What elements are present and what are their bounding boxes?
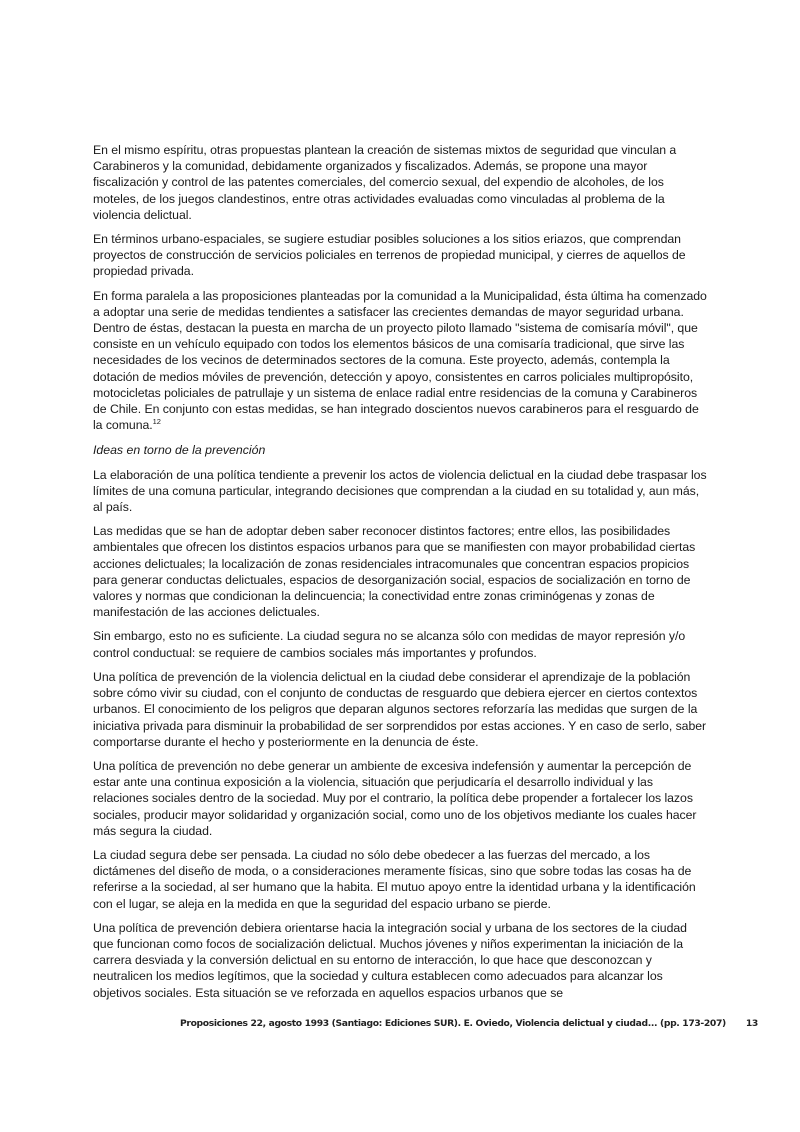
paragraph: Las medidas que se han de adoptar deben saber reconocer distintos factores; entre ellos, las posibilidades ambientales que ofrecen los distintos espacios urbanos para que se manifiesten con mayor probabilidad ciertas acciones delictuales; la localización de zonas residenciales intracomunales que concentran espacios propicios para generar conductas delictuales, espacios de desorganización social, espacios de socialización en torno de valores y normas que condicionan la delincuencia; la conectividad entre zonas criminógenas y zonas de manifestación de las acciones delictuales. [93, 524, 696, 620]
paragraph: La elaboración de una política tendiente a prevenir los actos de violencia delictual en la ciudad debe traspasar los límites de una comuna particular, integrando decisiones que comprendan a la ciudad en su totalidad y, aun más, al país. [93, 467, 707, 515]
footnote-reference: 12 [152, 417, 161, 427]
paragraph: Una política de prevención no debe generar un ambiente de excesiva indefensión y aumentar la percepción de estar ante una continua exposición a la violencia, situación que perjudicaría el desarrollo individual y las relaciones sociales dentro de la sociedad. Muy por el contrario, la política debe propender a fortalecer los lazos sociales, producir mayor solidaridad y organización social, como uno de los objetivos mediante los cuales hacer más segura la ciudad. [93, 758, 697, 838]
footer-citation: Proposiciones 22, agosto 1993 (Santiago: Ediciones SUR). E. Oviedo, Violencia delictual y ciudad... (pp. 173-207) [180, 1018, 726, 1029]
paragraph: Sin embargo, esto no es suficiente. La ciudad segura no se alcanza sólo con medidas de mayor represión y/o control conductual: se requiere de cambios sociales más importantes y profundos. [93, 629, 686, 660]
paragraph: En el mismo espíritu, otras propuestas plantean la creación de sistemas mixtos de seguridad que vinculan a Carabineros y la comunidad, debidamente organizados y fiscalizados. Además, se propone una mayor fiscalización y control de las patentes comerciales, del comercio sexual, del expendio de alcoholes, de los moteles, de los juegos clandestinos, entre otras actividades evaluadas como vinculadas al problema de la violencia delictual. [93, 143, 677, 222]
paragraph: Una política de prevención de la violencia delictual en la ciudad debe considerar el aprendizaje de la población sobre cómo vivir su ciudad, con el conjunto de conductas de resguardo que debiera ejercer en ciertos contextos urbanos. El conocimiento de los peligros que deparan algunos sectores reforzaría las medidas que surgen de la iniciativa privada para disminuir la probabilidad de ser sorprendidos por estas acciones. Y en caso de serlo, saber comportarse durante el hecho y posteriormente en la denuncia de éste. [93, 669, 707, 749]
page-number: 13 [745, 1018, 758, 1029]
paragraph-text: En forma paralela a las proposiciones planteadas por la comunidad a la Municipalidad, ésta última ha comenzado a adoptar una serie de medidas tendientes a satisfacer las crecientes demandas de mayor seguridad urbana. Dentro de éstas, destacan la puesta en marcha de un proyecto piloto llamado "sistema de comisaría móvil", que consiste en un vehículo equipado con todos los elementos básicos de una comisaría tradicional, que sirve las necesidades de los vecinos de determinados sectores de la comuna. Este proyecto, además, contempla la dotación de medios móviles de prevención, detección y apoyo, consistentes en carros policiales multipropósito, motocicletas policiales de patrullaje y un sistema de enlace radial entre residencias de la comuna y Carabineros de Chile. En conjunto con estas medidas, se han integrado doscientos nuevos carabineros para el resguardo de la comuna. [93, 288, 707, 433]
section-heading: Ideas en torno de la prevención [93, 443, 266, 458]
page-footer [180, 1018, 758, 1029]
paragraph: Una política de prevención debiera orientarse hacia la integración social y urbana de los sectores de la ciudad que funcionan como focos de socialización delictual. Muchos jóvenes y niños experimentan la iniciación de la carrera desviada y la conversión delictual en su entorno de interacción, lo que hace que desconozcan y neutralicen los medios legítimos, que la sociedad y cultura establecen como adecuados para alcanzar los objetivos sociales. Esta situación se ve reforzada en aquellos espacios urbanos que se [93, 920, 687, 1000]
paragraph: La ciudad segura debe ser pensada. La ciudad no sólo debe obedecer a las fuerzas del mercado, a los dictámenes del diseño de moda, o a consideraciones meramente físicas, sino que sobre todas las cosas ha de referirse a la sociedad, al ser humano que la habita. El mutuo apoyo entre la identidad urbana y la identificación con el lugar, se aleja en la medida en que la seguridad del espacio urbano se pierde. [93, 847, 696, 911]
paragraph: En términos urbano-espaciales, se sugiere estudiar posibles soluciones a los sitios eriazos, que comprendan proyectos de construcción de servicios policiales en terrenos de propiedad municipal, y cierres de aquellos de propiedad privada. [93, 232, 686, 279]
paragraph [93, 288, 710, 434]
page-body [93, 142, 710, 1009]
